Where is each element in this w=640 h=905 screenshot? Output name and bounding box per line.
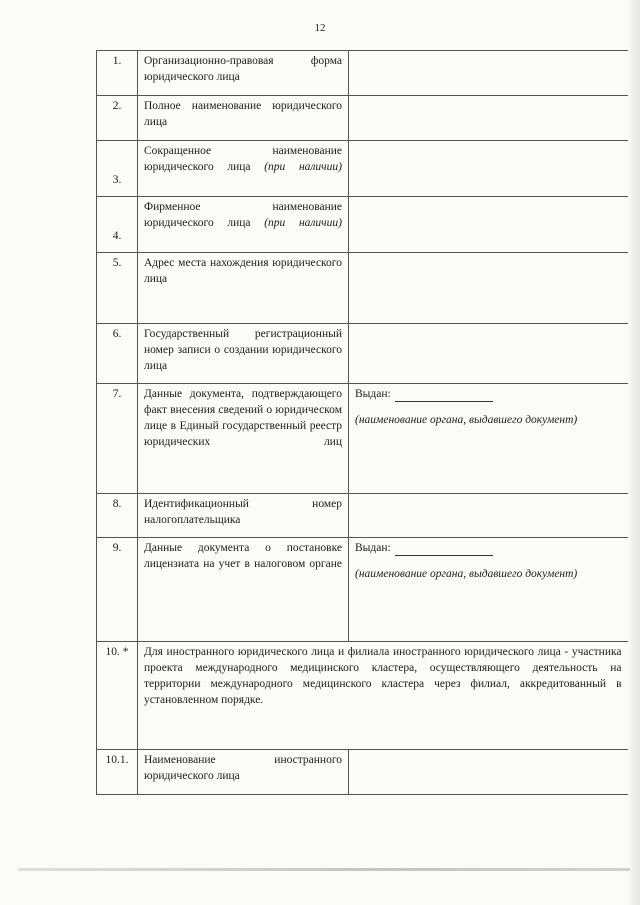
row-label: Данные документа, подтверждающего факт внесения сведений о юридическом лице в Единый государственный реестр юридических лиц <box>138 384 349 494</box>
row-label-main: Фирменное наименование юридического лица <box>144 201 342 229</box>
row-number: 4. <box>97 197 138 253</box>
application-form-table <box>96 50 628 795</box>
row-label: Адрес места нахождения юридического лица <box>138 253 349 324</box>
row-label: Государственный регистрационный номер записи о создании юридического лица <box>138 324 349 384</box>
table-row <box>97 642 628 750</box>
row-number: 2. <box>97 96 138 141</box>
value-cell[interactable] <box>349 51 628 96</box>
row-label-note: (при наличии) <box>264 161 343 173</box>
page-number: 12 <box>314 22 326 34</box>
table-row <box>97 197 628 253</box>
row-number: 8. <box>97 494 138 538</box>
issuer-hint: (наименование органа, выдавшего документ) <box>355 414 578 426</box>
row-number: 3. <box>97 141 138 197</box>
row-label: Полное наименование юридического лица <box>138 96 349 141</box>
issued-by-blank-field[interactable] <box>395 543 493 556</box>
table-row <box>97 538 628 642</box>
row-number: 5. <box>97 253 138 324</box>
table-row <box>97 141 628 197</box>
value-cell[interactable] <box>349 494 628 538</box>
scan-shadow-right <box>630 0 640 905</box>
value-cell[interactable] <box>349 96 628 141</box>
issuer-hint: (наименование органа, выдавшего документ) <box>355 568 578 580</box>
table-row <box>97 96 628 141</box>
value-cell[interactable] <box>349 253 628 324</box>
row-label-note: (при наличии) <box>264 217 343 229</box>
table-row <box>97 51 628 96</box>
value-cell[interactable] <box>349 384 628 494</box>
issued-by-label: Выдан: <box>355 388 391 400</box>
row-section-text: Для иностранного юридического лица и филиала иностранного юридического лица - участника проекта международного медицинского кластера, осуществляющего деятельность на территории международного медицинского кластера через филиал, аккредитованный в установленном порядке. <box>138 642 628 750</box>
value-cell[interactable] <box>349 750 628 795</box>
row-label: Организационно-правовая форма юридического лица <box>138 51 349 96</box>
value-cell[interactable] <box>349 141 628 197</box>
row-label: Наименование иностранного юридического лица <box>138 750 349 795</box>
row-number: 1. <box>97 51 138 96</box>
value-cell[interactable] <box>349 538 628 642</box>
table-row <box>97 494 628 538</box>
table-row <box>97 384 628 494</box>
row-label <box>138 197 349 253</box>
row-number: 9. <box>97 538 138 642</box>
value-cell[interactable] <box>349 324 628 384</box>
row-number: 7. <box>97 384 138 494</box>
row-label: Данные документа о постановке лицензиата на учет в налоговом органе <box>138 538 349 642</box>
table-row <box>97 750 628 795</box>
row-label <box>138 141 349 197</box>
table-row <box>97 324 628 384</box>
row-label: Идентификационный номер налогоплательщика <box>138 494 349 538</box>
value-cell[interactable] <box>349 197 628 253</box>
table-row <box>97 253 628 324</box>
row-number: 10.1. <box>97 750 138 795</box>
row-number: 10. * <box>97 642 138 750</box>
issued-by-blank-field[interactable] <box>395 389 493 402</box>
row-number: 6. <box>97 324 138 384</box>
row-label-main: Сокращенное наименование юридического лица <box>144 145 342 173</box>
issued-by-label: Выдан: <box>355 542 391 554</box>
scan-shadow-edge <box>18 868 630 871</box>
